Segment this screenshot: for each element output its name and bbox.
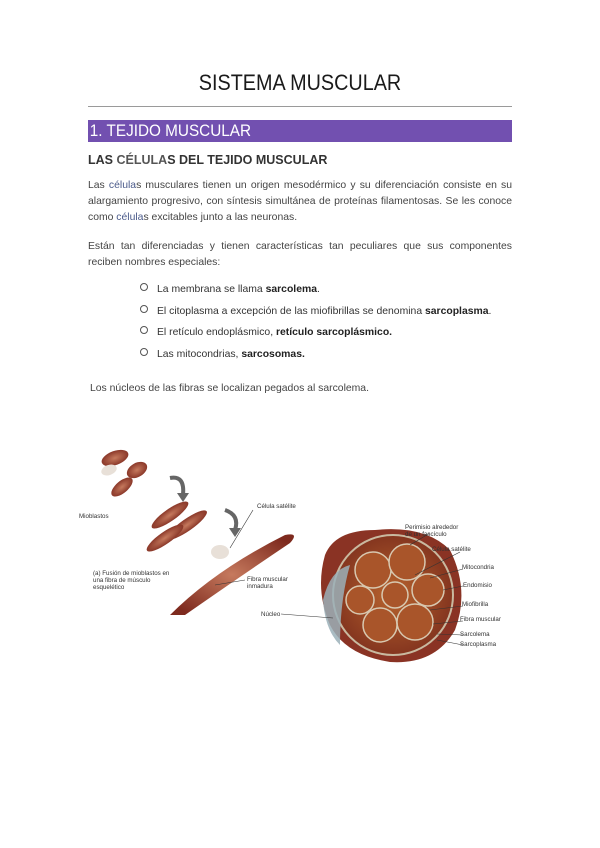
paragraph-origin xyxy=(88,178,512,226)
section-heading xyxy=(88,120,512,142)
section-heading-text: 1. TEJIDO MUSCULAR xyxy=(89,121,252,140)
muscle-illustration xyxy=(75,440,525,670)
paragraph-names: Están tan diferenciadas y tienen características tan peculiares que sus componentes reciben nombres especiales: xyxy=(88,241,512,268)
list-item: La membrana se llama sarcolema. xyxy=(140,283,520,305)
subhead-pre: LAS xyxy=(88,153,117,167)
para1-link-2: célula xyxy=(116,212,144,223)
label-perimisio: Perimisio alrededor de un fascículo xyxy=(405,524,459,538)
label-miofibrilla: Miofibrilla xyxy=(462,601,489,608)
label-nucleo: Núcleo xyxy=(261,611,281,618)
list-item: El citoplasma a excepción de las miofibrillas se denomina sarcoplasma. xyxy=(140,305,520,327)
list-item: El retículo endoplásmico, retículo sarcoplásmico. xyxy=(140,326,520,348)
paragraph-nuclei: Los núcleos de las fibras se localizan pegados al sarcolema. xyxy=(90,383,369,394)
subhead-post: S DEL TEJIDO MUSCULAR xyxy=(167,153,328,167)
label-mitocondria: Mitocondria xyxy=(462,564,494,571)
myoblast-cells xyxy=(99,447,150,500)
aligned-myoblasts xyxy=(144,497,211,555)
bullet-icon xyxy=(140,305,148,313)
label-endomisio: Endomisio xyxy=(463,582,492,589)
label-mioblastos: Mioblastos xyxy=(79,513,109,520)
label-fusion: (a) Fusión de mioblastos en una fibra de músculo esquelético xyxy=(93,570,170,591)
label-sarcoplasma: Sarcoplasma xyxy=(460,641,497,648)
list-item: Las mitocondrias, sarcosomas. xyxy=(140,348,520,370)
label-celula-satelite-2: Célula satélite xyxy=(432,546,471,553)
label-sarcolema: Sarcolema xyxy=(460,631,490,638)
bullet-icon xyxy=(140,283,148,291)
subsection-heading xyxy=(88,153,327,167)
immature-fiber xyxy=(170,534,294,615)
bullet-icon xyxy=(140,348,148,356)
para1-s3: s excitables junto a las neuronas. xyxy=(143,212,298,223)
para1-s1: Las xyxy=(88,180,109,191)
label-fibra-muscular: Fibra muscular xyxy=(460,616,501,623)
subhead-highlight: CÉLULA xyxy=(116,153,168,167)
para1-link-1: célula xyxy=(108,180,137,191)
para1-s2: s musculares tienen un origen mesodérmico y su diferenciación consiste en su alargamiento progresivo, con síntesis simultánea de proteínas filamentosas. Se les conoce como xyxy=(88,180,513,223)
label-fibra-inmadura: Fibra muscular inmadura xyxy=(247,576,288,590)
label-celula-satelite: Célula satélite xyxy=(257,503,296,510)
muscle-cell-figure xyxy=(75,440,525,670)
page-title: SISTEMA MUSCULAR xyxy=(198,70,402,95)
component-list xyxy=(140,283,520,369)
title-divider xyxy=(88,106,512,107)
bullet-icon xyxy=(140,326,148,334)
